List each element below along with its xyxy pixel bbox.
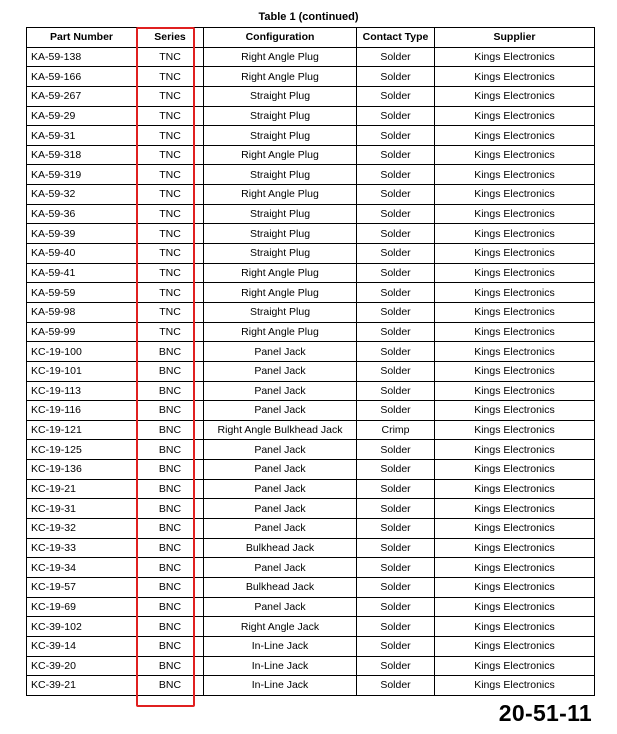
cell-contact-type: Solder [357,361,435,381]
cell-part-number: KC-19-125 [27,440,137,460]
table-row [27,283,595,303]
cell-contact-type: Solder [357,185,435,205]
cell-series: BNC [137,361,204,381]
cell-part-number: KC-39-21 [27,676,137,696]
cell-part-number: KA-59-40 [27,244,137,264]
cell-supplier: Kings Electronics [435,361,595,381]
cell-configuration: Panel Jack [204,440,357,460]
cell-configuration: Right Angle Plug [204,283,357,303]
cell-series: TNC [137,106,204,126]
cell-series: TNC [137,204,204,224]
cell-configuration: Straight Plug [204,165,357,185]
cell-configuration: Panel Jack [204,558,357,578]
cell-configuration: In-Line Jack [204,656,357,676]
cell-series: TNC [137,165,204,185]
cell-configuration: Right Angle Plug [204,185,357,205]
cell-supplier: Kings Electronics [435,145,595,165]
cell-contact-type: Crimp [357,420,435,440]
cell-supplier: Kings Electronics [435,381,595,401]
cell-configuration: Right Angle Jack [204,617,357,637]
table-row [27,204,595,224]
cell-supplier: Kings Electronics [435,401,595,421]
cell-part-number: KC-39-14 [27,636,137,656]
cell-configuration: Straight Plug [204,106,357,126]
table-row [27,165,595,185]
table-row [27,381,595,401]
cell-part-number: KC-19-121 [27,420,137,440]
cell-configuration: Straight Plug [204,86,357,106]
table-row [27,676,595,696]
table-row [27,440,595,460]
cell-supplier: Kings Electronics [435,47,595,67]
cell-series: BNC [137,538,204,558]
cell-series: TNC [137,67,204,87]
table-row [27,263,595,283]
cell-supplier: Kings Electronics [435,302,595,322]
cell-series: BNC [137,342,204,362]
cell-part-number: KA-59-267 [27,86,137,106]
cell-series: TNC [137,224,204,244]
cell-contact-type: Solder [357,479,435,499]
table-row [27,538,595,558]
cell-part-number: KC-19-31 [27,499,137,519]
cell-configuration: Straight Plug [204,204,357,224]
cell-contact-type: Solder [357,145,435,165]
cell-part-number: KA-59-41 [27,263,137,283]
table-row [27,342,595,362]
header-part-number: Part Number [27,28,137,48]
table-row [27,577,595,597]
cell-configuration: Bulkhead Jack [204,538,357,558]
cell-supplier: Kings Electronics [435,204,595,224]
cell-supplier: Kings Electronics [435,185,595,205]
cell-contact-type: Solder [357,676,435,696]
cell-configuration: Panel Jack [204,401,357,421]
cell-supplier: Kings Electronics [435,597,595,617]
cell-contact-type: Solder [357,577,435,597]
cell-part-number: KC-19-32 [27,519,137,539]
cell-supplier: Kings Electronics [435,460,595,480]
cell-series: BNC [137,401,204,421]
cell-part-number: KC-19-113 [27,381,137,401]
cell-configuration: Straight Plug [204,126,357,146]
table-header-row [27,28,595,48]
cell-contact-type: Solder [357,204,435,224]
cell-series: BNC [137,577,204,597]
cell-part-number: KA-59-59 [27,283,137,303]
cell-part-number: KA-59-99 [27,322,137,342]
cell-contact-type: Solder [357,460,435,480]
cell-contact-type: Solder [357,401,435,421]
cell-part-number: KA-59-36 [27,204,137,224]
table-row [27,244,595,264]
table-row [27,322,595,342]
cell-configuration: In-Line Jack [204,676,357,696]
cell-series: BNC [137,676,204,696]
header-supplier: Supplier [435,28,595,48]
cell-contact-type: Solder [357,302,435,322]
cell-configuration: Right Angle Plug [204,263,357,283]
table-row [27,126,595,146]
cell-part-number: KC-39-102 [27,617,137,637]
cell-contact-type: Solder [357,126,435,146]
cell-configuration: Right Angle Plug [204,67,357,87]
cell-contact-type: Solder [357,86,435,106]
cell-series: TNC [137,263,204,283]
cell-contact-type: Solder [357,165,435,185]
cell-part-number: KC-19-136 [27,460,137,480]
page-number: 20-51-11 [498,700,592,726]
table-body [27,47,595,695]
table-row [27,656,595,676]
cell-contact-type: Solder [357,263,435,283]
table-row [27,185,595,205]
cell-supplier: Kings Electronics [435,636,595,656]
cell-supplier: Kings Electronics [435,165,595,185]
cell-supplier: Kings Electronics [435,656,595,676]
cell-configuration: Right Angle Plug [204,322,357,342]
cell-contact-type: Solder [357,244,435,264]
cell-supplier: Kings Electronics [435,617,595,637]
table-row [27,106,595,126]
cell-series: BNC [137,558,204,578]
cell-supplier: Kings Electronics [435,538,595,558]
cell-series: TNC [137,283,204,303]
cell-configuration: Panel Jack [204,460,357,480]
cell-part-number: KC-19-34 [27,558,137,578]
cell-configuration: Panel Jack [204,361,357,381]
cell-contact-type: Solder [357,558,435,578]
cell-part-number: KC-19-101 [27,361,137,381]
cell-part-number: KA-59-319 [27,165,137,185]
cell-supplier: Kings Electronics [435,224,595,244]
cell-series: BNC [137,499,204,519]
cell-series: TNC [137,47,204,67]
cell-part-number: KA-59-318 [27,145,137,165]
cell-supplier: Kings Electronics [435,126,595,146]
cell-supplier: Kings Electronics [435,440,595,460]
table-caption: Table 1 (continued) [258,11,359,23]
table-row [27,499,595,519]
cell-configuration: Panel Jack [204,499,357,519]
cell-supplier: Kings Electronics [435,322,595,342]
cell-configuration: Straight Plug [204,224,357,244]
table-row [27,145,595,165]
table-row [27,420,595,440]
cell-configuration: Panel Jack [204,381,357,401]
cell-part-number: KA-59-32 [27,185,137,205]
cell-contact-type: Solder [357,342,435,362]
cell-supplier: Kings Electronics [435,244,595,264]
cell-supplier: Kings Electronics [435,499,595,519]
cell-configuration: In-Line Jack [204,636,357,656]
cell-part-number: KC-39-20 [27,656,137,676]
cell-part-number: KA-59-98 [27,302,137,322]
cell-supplier: Kings Electronics [435,263,595,283]
cell-series: BNC [137,460,204,480]
cell-part-number: KC-19-33 [27,538,137,558]
cell-series: BNC [137,656,204,676]
cell-configuration: Panel Jack [204,479,357,499]
cell-series: TNC [137,244,204,264]
cell-configuration: Panel Jack [204,342,357,362]
cell-series: TNC [137,145,204,165]
cell-contact-type: Solder [357,636,435,656]
cell-series: BNC [137,617,204,637]
cell-series: TNC [137,126,204,146]
cell-contact-type: Solder [357,224,435,244]
cell-supplier: Kings Electronics [435,106,595,126]
table-row [27,479,595,499]
cell-contact-type: Solder [357,656,435,676]
cell-contact-type: Solder [357,67,435,87]
header-series: Series [137,28,204,48]
cell-configuration: Panel Jack [204,519,357,539]
cell-supplier: Kings Electronics [435,86,595,106]
cell-series: BNC [137,479,204,499]
cell-contact-type: Solder [357,47,435,67]
cell-part-number: KC-19-21 [27,479,137,499]
cell-configuration: Straight Plug [204,302,357,322]
cell-part-number: KA-59-29 [27,106,137,126]
cell-part-number: KC-19-100 [27,342,137,362]
cell-configuration: Straight Plug [204,244,357,264]
cell-series: TNC [137,302,204,322]
cell-contact-type: Solder [357,381,435,401]
table-row [27,67,595,87]
cell-part-number: KA-59-138 [27,47,137,67]
cell-series: TNC [137,322,204,342]
parts-table [26,27,595,696]
cell-contact-type: Solder [357,440,435,460]
table-row [27,47,595,67]
table-row [27,617,595,637]
cell-contact-type: Solder [357,499,435,519]
cell-supplier: Kings Electronics [435,342,595,362]
cell-series: TNC [137,185,204,205]
table-row [27,302,595,322]
table-row [27,636,595,656]
cell-supplier: Kings Electronics [435,558,595,578]
cell-configuration: Right Angle Bulkhead Jack [204,420,357,440]
cell-part-number: KC-19-116 [27,401,137,421]
cell-part-number: KA-59-39 [27,224,137,244]
cell-series: BNC [137,636,204,656]
cell-part-number: KC-19-69 [27,597,137,617]
table-row [27,86,595,106]
cell-supplier: Kings Electronics [435,519,595,539]
cell-supplier: Kings Electronics [435,67,595,87]
cell-supplier: Kings Electronics [435,283,595,303]
table-row [27,597,595,617]
cell-contact-type: Solder [357,617,435,637]
cell-part-number: KC-19-57 [27,577,137,597]
cell-configuration: Bulkhead Jack [204,577,357,597]
cell-contact-type: Solder [357,283,435,303]
cell-part-number: KA-59-166 [27,67,137,87]
table-row [27,401,595,421]
cell-supplier: Kings Electronics [435,479,595,499]
table-row [27,460,595,480]
cell-series: BNC [137,440,204,460]
cell-contact-type: Solder [357,322,435,342]
cell-contact-type: Solder [357,106,435,126]
cell-series: TNC [137,86,204,106]
header-contact-type: Contact Type [357,28,435,48]
cell-contact-type: Solder [357,519,435,539]
cell-configuration: Right Angle Plug [204,145,357,165]
table-row [27,224,595,244]
table-row [27,361,595,381]
cell-supplier: Kings Electronics [435,577,595,597]
cell-series: BNC [137,519,204,539]
table-row [27,558,595,578]
cell-contact-type: Solder [357,597,435,617]
header-configuration: Configuration [204,28,357,48]
cell-supplier: Kings Electronics [435,676,595,696]
cell-configuration: Right Angle Plug [204,47,357,67]
cell-series: BNC [137,420,204,440]
cell-configuration: Panel Jack [204,597,357,617]
cell-series: BNC [137,381,204,401]
cell-contact-type: Solder [357,538,435,558]
cell-supplier: Kings Electronics [435,420,595,440]
cell-series: BNC [137,597,204,617]
table-row [27,519,595,539]
cell-part-number: KA-59-31 [27,126,137,146]
